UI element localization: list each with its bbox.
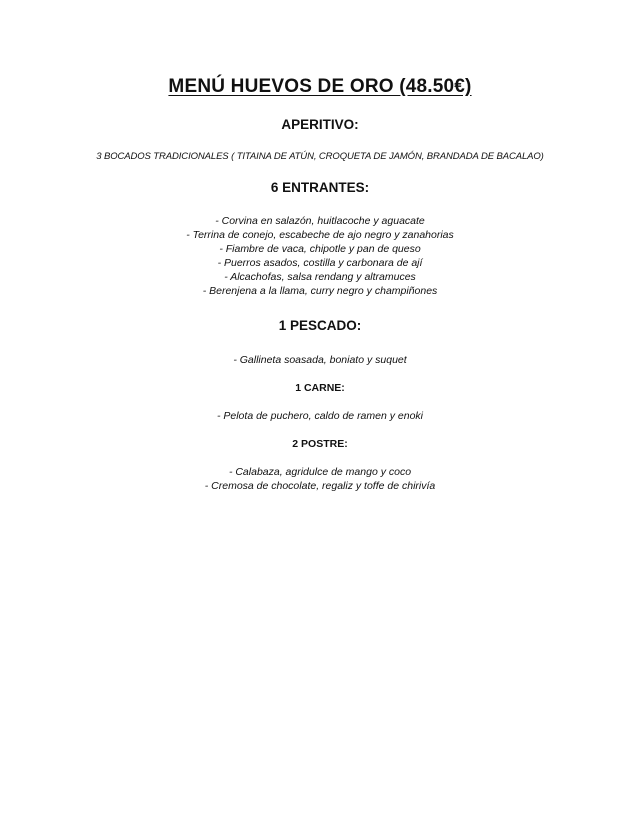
- postre-list: [0, 465, 640, 493]
- list-item: - Cremosa de chocolate, regaliz y toffe de chirivía: [204, 480, 436, 492]
- pescado-list: [0, 353, 640, 367]
- list-item: - Pelota de puchero, caldo de ramen y enoki: [216, 410, 424, 422]
- pescado-heading: 1 PESCADO:: [278, 318, 362, 333]
- list-item: - Gallineta soasada, boniato y suquet: [233, 354, 407, 366]
- list-item: - Terrina de conejo, escabeche de ajo negro y zanahorias: [186, 229, 454, 241]
- list-item: - Berenjena a la llama, curry negro y champiñones: [202, 285, 438, 297]
- aperitivo-description: 3 BOCADOS TRADICIONALES ( TITAINA DE ATÚN, CROQUETA DE JAMÓN, BRANDADA DE BACALAO): [96, 151, 544, 162]
- entrantes-list: [0, 214, 640, 298]
- menu-title: MENÚ HUEVOS DE ORO (48.50€): [168, 76, 472, 97]
- aperitivo-heading: APERITIVO:: [281, 117, 359, 132]
- carne-heading: 1 CARNE:: [295, 382, 345, 394]
- entrantes-heading: 6 ENTRANTES:: [270, 180, 370, 195]
- list-item: - Alcachofas, salsa rendang y altramuces: [224, 271, 416, 283]
- carne-list: [0, 409, 640, 423]
- postre-heading: 2 POSTRE:: [292, 438, 348, 450]
- list-item: - Calabaza, agridulce de mango y coco: [228, 466, 412, 478]
- list-item: - Fiambre de vaca, chipotle y pan de queso: [219, 243, 421, 255]
- list-item: - Puerros asados, costilla y carbonara de ají: [217, 257, 423, 269]
- list-item: - Corvina en salazón, huitlacoche y aguacate: [215, 215, 425, 227]
